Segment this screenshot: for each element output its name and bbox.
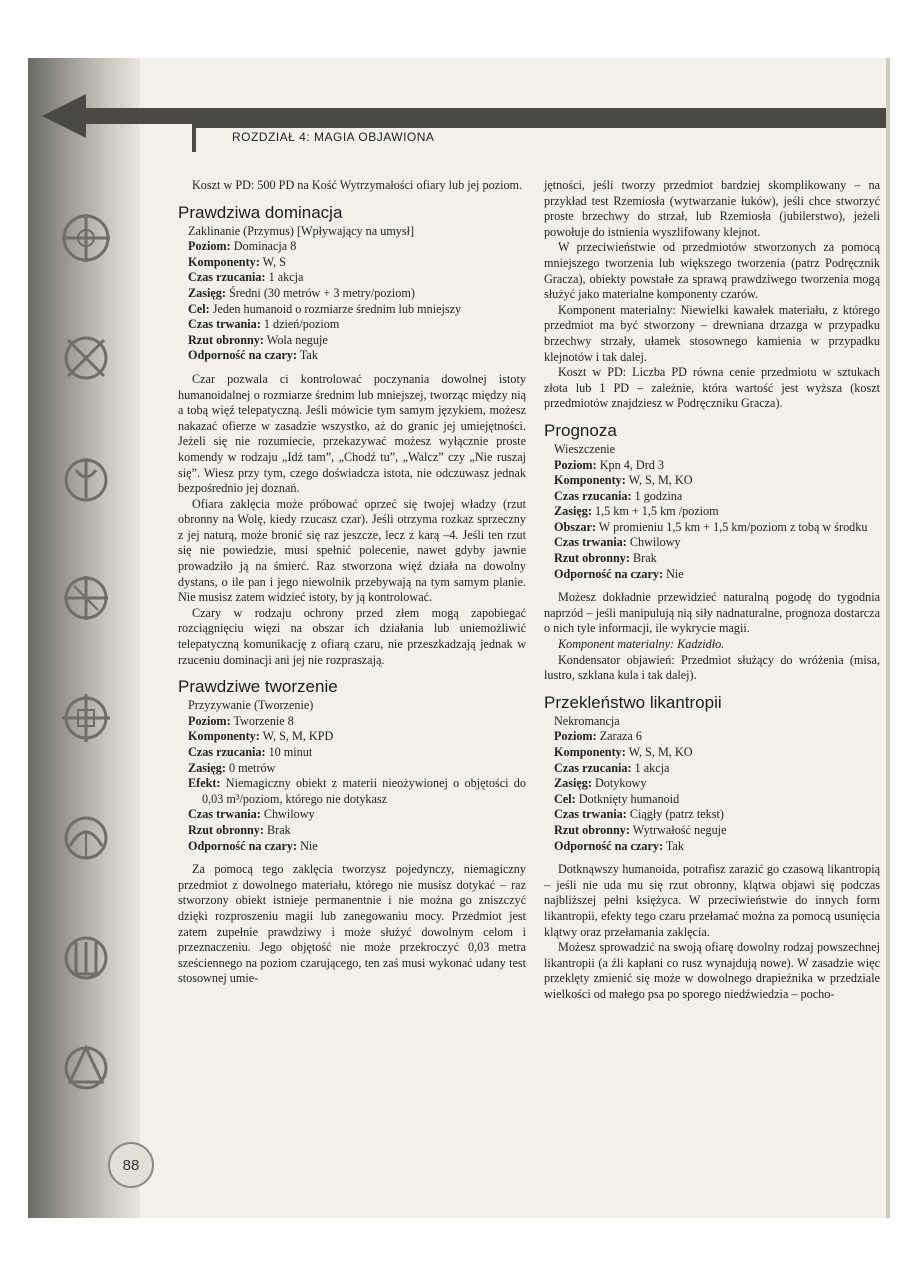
spell-stat: Komponenty: W, S, M, KO [554,745,693,759]
body-paragraph: Za pomocą tego zaklęcia tworzysz pojedynczy, niemagiczny przedmiot z dowolnego materiału, którego nie musisz dotykać – raz stworzony obiekt istnieje permanentnie i nie można go zniszczyć dzięki rozproszeniu magii lub zanegowaniu mocy. Przedmiot jest zatem zupełnie prawdziwy i może służyć dowolnym celom i przeznaczeniu. Jego objętość nie może przekroczyć 0,03 metra sześciennego na poziom czarującego, ten zaś musi wykonać udany test stosownej umie- [178,862,526,986]
spell-school: Wieszczenie [554,441,616,456]
spell-stat: Komponenty: W, S [188,254,286,269]
spell-stat: Poziom: Tworzenie 8 [188,713,294,728]
rune-emblem-icon [56,1038,116,1098]
body-paragraph: Dotknąwszy humanoida, potrafisz zarazić go czasową likantropią – jeśli nie uda mu się rzut obronny, klątwa objawi się podczas najbliższej pełni księżyca. W przeciwieństwie do innych form likantropii, efekty tego czaru przełamać można za pomocą usunięcia klątwy oraz przełamania zaklęcia. [544,862,880,939]
body-paragraph: Możesz sprowadzić na swoją ofiarę dowolny rodzaj powszechnej likantropii (a źli kapłani co rusz wynajdują nowe). W zasadzie więc przeklęty zmienić się może w dowolnego drapieżnika w przedziale wielkości od małego psa po sporego niedźwiedzia – pocho- [544,940,880,1001]
spell-stat: Efekt: Niemagiczny obiekt z materii nieożywionej o objętości do 0,03 m³/poziom, którego nie dotykasz [188,776,526,806]
body-paragraph: Ofiara zaklęcia może próbować oprzeć się twojej władzy (rzut obronny na Wolę, kiedy rzucasz czar). Jeśli otrzyma rozkaz sprzeczny z jej naturą, może bronić się raz jeszcze, lecz z karą –4. Jeśli ten rzut się nie powiedzie, musi spełnić polecenie, nawet gdyby jawnie prowadziło ją na śmierć. Raz stworzona więź działa na dowolny dystans, o ile pan i jego niewolnik przebywają na tym samym planie. Nie musisz zatem widzieć istoty, by ją kontrolować. [178,496,526,605]
body-paragraph: Kondensator objawień: Przedmiot służący do wróżenia (misa, lustro, szklana kula i tak dalej). [544,652,880,683]
spell-stat: Czas rzucania: 1 akcja [188,270,304,285]
book-page [28,58,890,1218]
body-paragraph: Czary w rodzaju ochrony przed złem mogą zapobiegać rozciągnięciu więzi na obszar ich działania lub uniemożliwić telepatyczną komunikację z ofiarą czaru, nie przeszkadzają jednak w rzuceniu dominacji ani jej nie rozpraszają. [178,605,526,667]
spell-stat: Rzut obronny: Wola neguje [188,332,328,347]
spell-stat: Odporność na czary: Tak [554,838,684,853]
rune-emblem-icon [56,208,116,268]
chapter-title: ROZDZIAŁ 4: MAGIA OBJAWIONA [232,130,435,144]
spell-stat: Zasięg: 0 metrów [188,760,276,775]
body-paragraph: Możesz dokładnie przewidzieć naturalną pogodę do tygodnia naprzód – jeśli manipulują nią siły nadnaturalne, prognoza dostarcza o nich tyle informacji, ile wykrycie magii. [544,590,880,636]
body-paragraph: Koszt w PD: Liczba PD równa cenie przedmiotu w sztukach złota lub 1 PD – zależnie, która wartość jest wyższa (koszt przedmiotów znajdziesz w Podręczniku Gracza). [544,365,880,411]
spell-stat: Zasięg: Dotykowy [554,776,647,791]
spell-stat: Komponenty: W, S, M, KO [554,473,693,488]
spell-stat: Rzut obronny: Brak [188,822,291,837]
spell-stat: Zasięg: Średni (30 metrów + 3 metry/poziom) [188,285,415,300]
chapter-header-arrow [42,94,890,152]
spell-stat: Poziom: Kpn 4, Drd 3 [554,457,665,472]
spell-stat: Czas trwania: Chwilowy [188,807,315,822]
rune-emblem-icon [56,688,116,748]
spell-stat: Czas trwania: Chwilowy [554,535,681,550]
page-number: 88 [108,1142,154,1188]
spell-stat: Odporność na czary: Nie [554,566,684,581]
rune-emblem-icon [56,808,116,868]
spell-stat: Cel: Dotknięty humanoid [554,791,680,806]
spell-stat: Odporność na czary: Tak [188,348,318,363]
spell-title: Prognoza [544,420,617,440]
spell-title: Prawdziwa dominacja [178,202,343,222]
spell-stat: Czas trwania: Ciągły (patrz tekst) [554,807,724,822]
body-paragraph: W przeciwieństwie od przedmiotów stworzonych za pomocą mniejszego tworzenia lub większego tworzenia (patrz Podręcznik Gracza), obiekty powstałe za sprawą prawdziwego tworzenia mogą służyć jako materialne komponenty czarów. [544,240,880,302]
spell-stat: Poziom: Zaraza 6 [554,729,642,744]
rune-emblem-icon [56,328,116,388]
spell-title: Prawdziwe tworzenie [178,677,338,697]
spell-stat: Czas rzucania: 1 akcja [554,760,670,775]
rune-emblem-icon [56,448,116,508]
xp-cost-intro: Koszt w PD: 500 PD na Kość Wytrzymałości ofiary lub jej poziom. [192,178,523,192]
spell-stat: Komponenty: W, S, M, KPD [188,729,334,744]
right-column [544,178,880,1003]
spell-stat: Czas rzucania: 1 godzina [554,488,683,503]
body-paragraph: Czar pozwala ci kontrolować poczynania dowolnej istoty humanoidalnej o rozmiarze średnim lub mniejszej, tworząc między nią a tobą więź telepatyczną. Jeśli mówicie tym samym językiem, możesz nakazać ofierze w zasadzie wszystko, aż do granic jej umiejętności. Jeżeli się nie rozumiecie, przekazywać możesz wyłącznie proste komendy w rodzaju „Idź tam”, „Chodź tu”, „Walcz” czy „Nie ruszaj się”. Wiesz przy tym, czego doświadcza istota, nie odczuwasz jednak bezpośrednio jej doznań. [178,371,526,496]
spell-stat: Odporność na czary: Nie [188,838,318,853]
spell-title: Przekleństwo likantropii [544,692,722,712]
spell-stat: Zasięg: 1,5 km + 1,5 km /poziom [554,504,719,519]
spell-stat: Rzut obronny: Brak [554,551,657,566]
spell-stat: Obszar: W promieniu 1,5 km + 1,5 km/poziom z tobą w środku [554,519,868,534]
spell-stat: Poziom: Dominacja 8 [188,239,297,254]
left-column [178,178,526,987]
rune-emblem-icon [56,568,116,628]
spell-school: Zaklinanie (Przymus) [Wpływający na umysł] [188,223,415,238]
spell-school: Przyzywanie (Tworzenie) [188,698,314,713]
spell-school: Nekromancja [554,713,620,728]
body-paragraph: jętności, jeśli tworzy przedmiot bardziej skomplikowany – na przykład test Rzemiosła (wytwarzanie łuków), jeśli chce stworzyć proste brzechwy do strzał, lub Rzemiosła (jubilerstwo), jeżeli powołuje do istnienia wyszlifowany klejnot. [544,178,880,239]
spell-stat: Czas trwania: 1 dzień/poziom [188,317,340,332]
spell-stat: Cel: Jeden humanoid o rozmiarze średnim lub mniejszy [188,301,462,316]
rune-emblem-icon [56,928,116,988]
spell-stat: Rzut obronny: Wytrwałość neguje [554,822,727,837]
body-paragraph: Komponent materialny: Niewielki kawałek materiału, z którego przedmiot ma być stworzony – drewniana drzazga w przypadku brzechwy strzały, ułamek stosownego kamienia w przypadku klejnotów i tak dalej. [544,302,880,364]
page-edge [886,58,890,1218]
body-paragraph: Komponent materialny: Kadzidło. [558,637,725,652]
spell-stat: Czas rzucania: 10 minut [188,745,313,759]
